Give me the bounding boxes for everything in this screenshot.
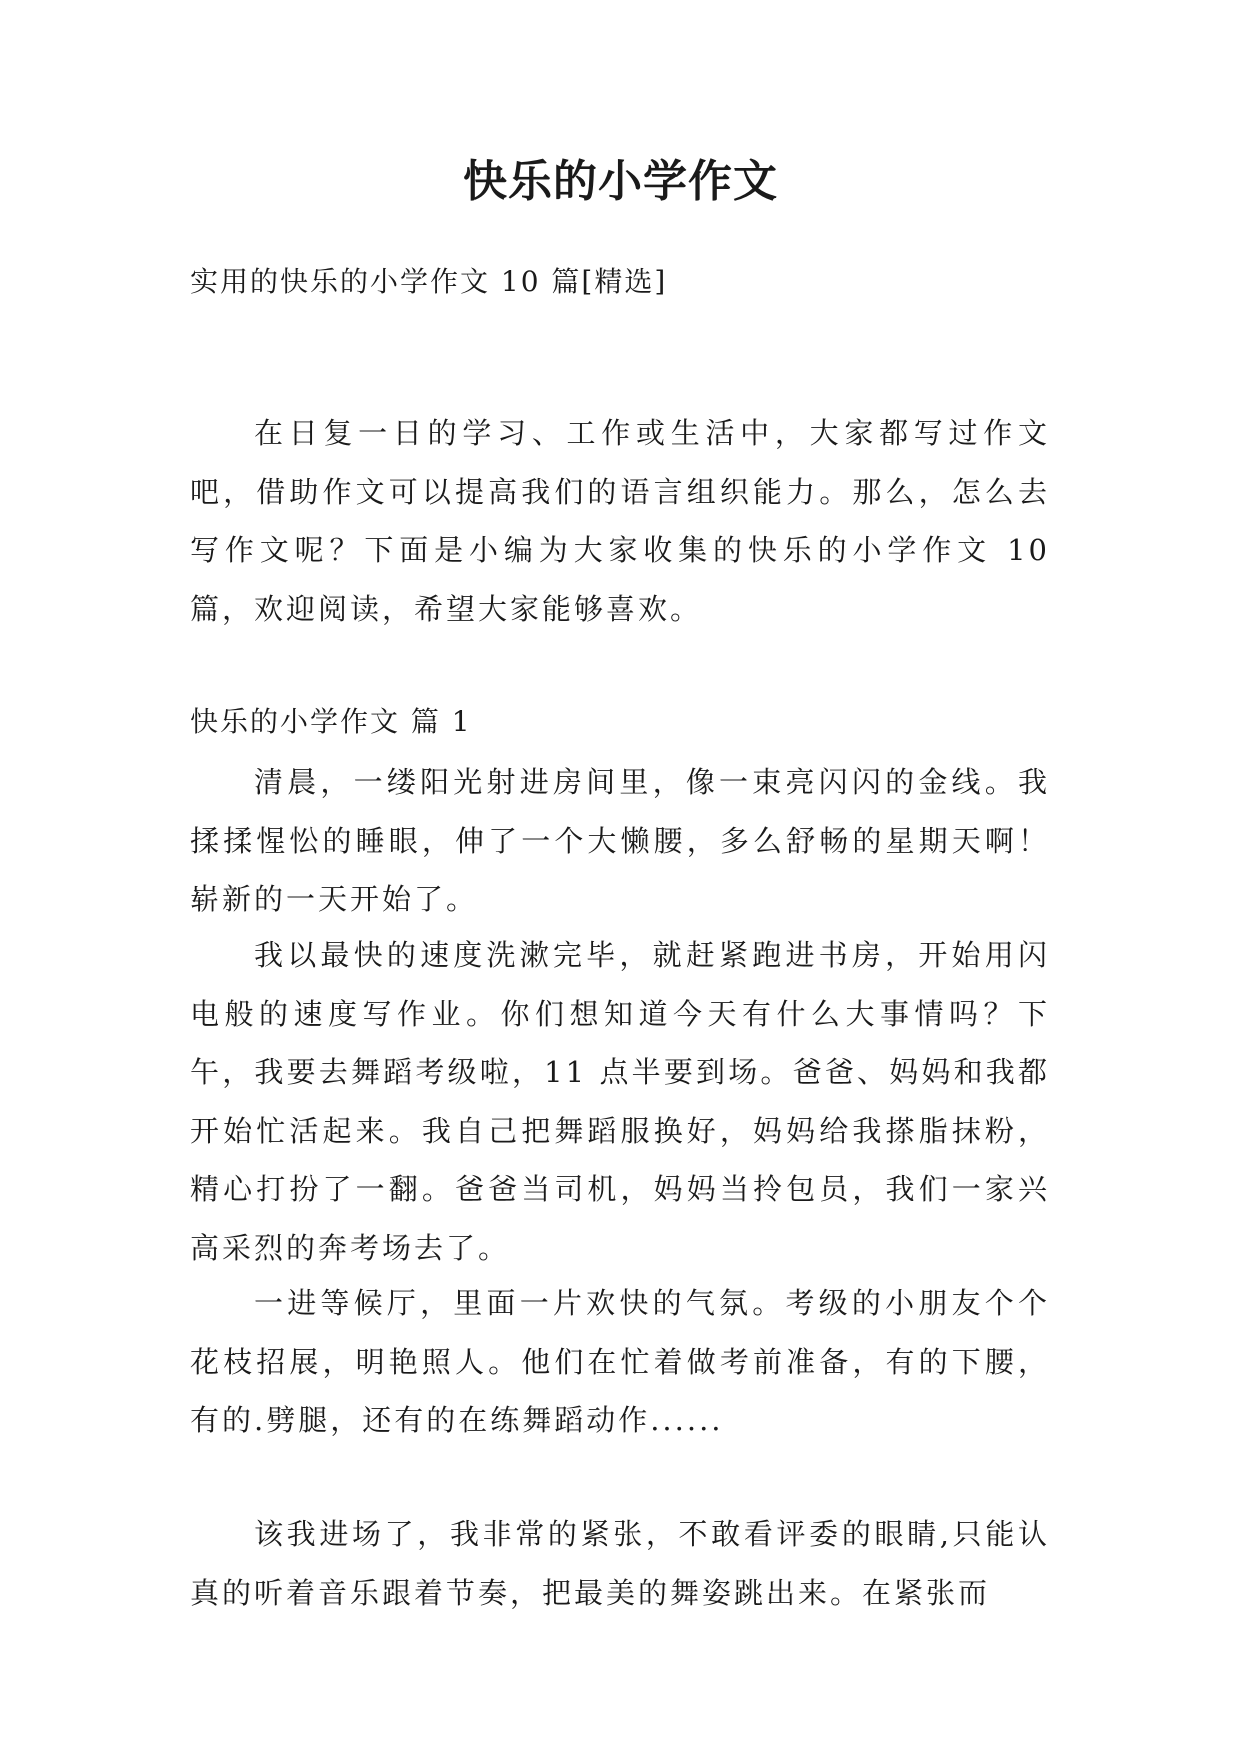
body-paragraph: 清晨，一缕阳光射进房间里，像一束亮闪闪的金线。我揉揉惺忪的睡眼，伸了一个大懒腰，多么舒畅的星期天啊！崭新的一天开始了。: [190, 765, 1050, 916]
intro-paragraph: 在日复一日的学习、工作或生活中，大家都写过作文吧，借助作文可以提高我们的语言组织能力。那么，怎么去写作文呢？下面是小编为大家收集的快乐的小学作文 10 篇，欢迎阅读，希望大家能够喜欢。: [190, 416, 1050, 626]
document-title: 快乐的小学作文: [463, 156, 778, 207]
body-paragraph: 我以最快的速度洗漱完毕，就赶紧跑进书房，开始用闪电般的速度写作业。你们想知道今天有什么大事情吗？下午，我要去舞蹈考级啦，11 点半要到场。爸爸、妈妈和我都开始忙活起来。我自己把舞蹈服换好，妈妈给我搽脂抹粉，精心打扮了一翻。爸爸当司机，妈妈当拎包员，我们一家兴高采烈的奔考场去了。: [190, 938, 1050, 1265]
section-heading: 快乐的小学作文 篇 1: [190, 705, 472, 738]
body-paragraph: 一进等候厅，里面一片欢快的气氛。考级的小朋友个个花枝招展，明艳照人。他们在忙着做考前准备，有的下腰，有的.劈腿，还有的在练舞蹈动作......: [190, 1286, 1050, 1437]
body-paragraph: 该我进场了，我非常的紧张，不敢看评委的眼睛,只能认真的听着音乐跟着节奏，把最美的舞姿跳出来。在紧张而: [190, 1517, 1050, 1610]
document-subtitle: 实用的快乐的小学作文 10 篇[精选]: [190, 265, 668, 298]
